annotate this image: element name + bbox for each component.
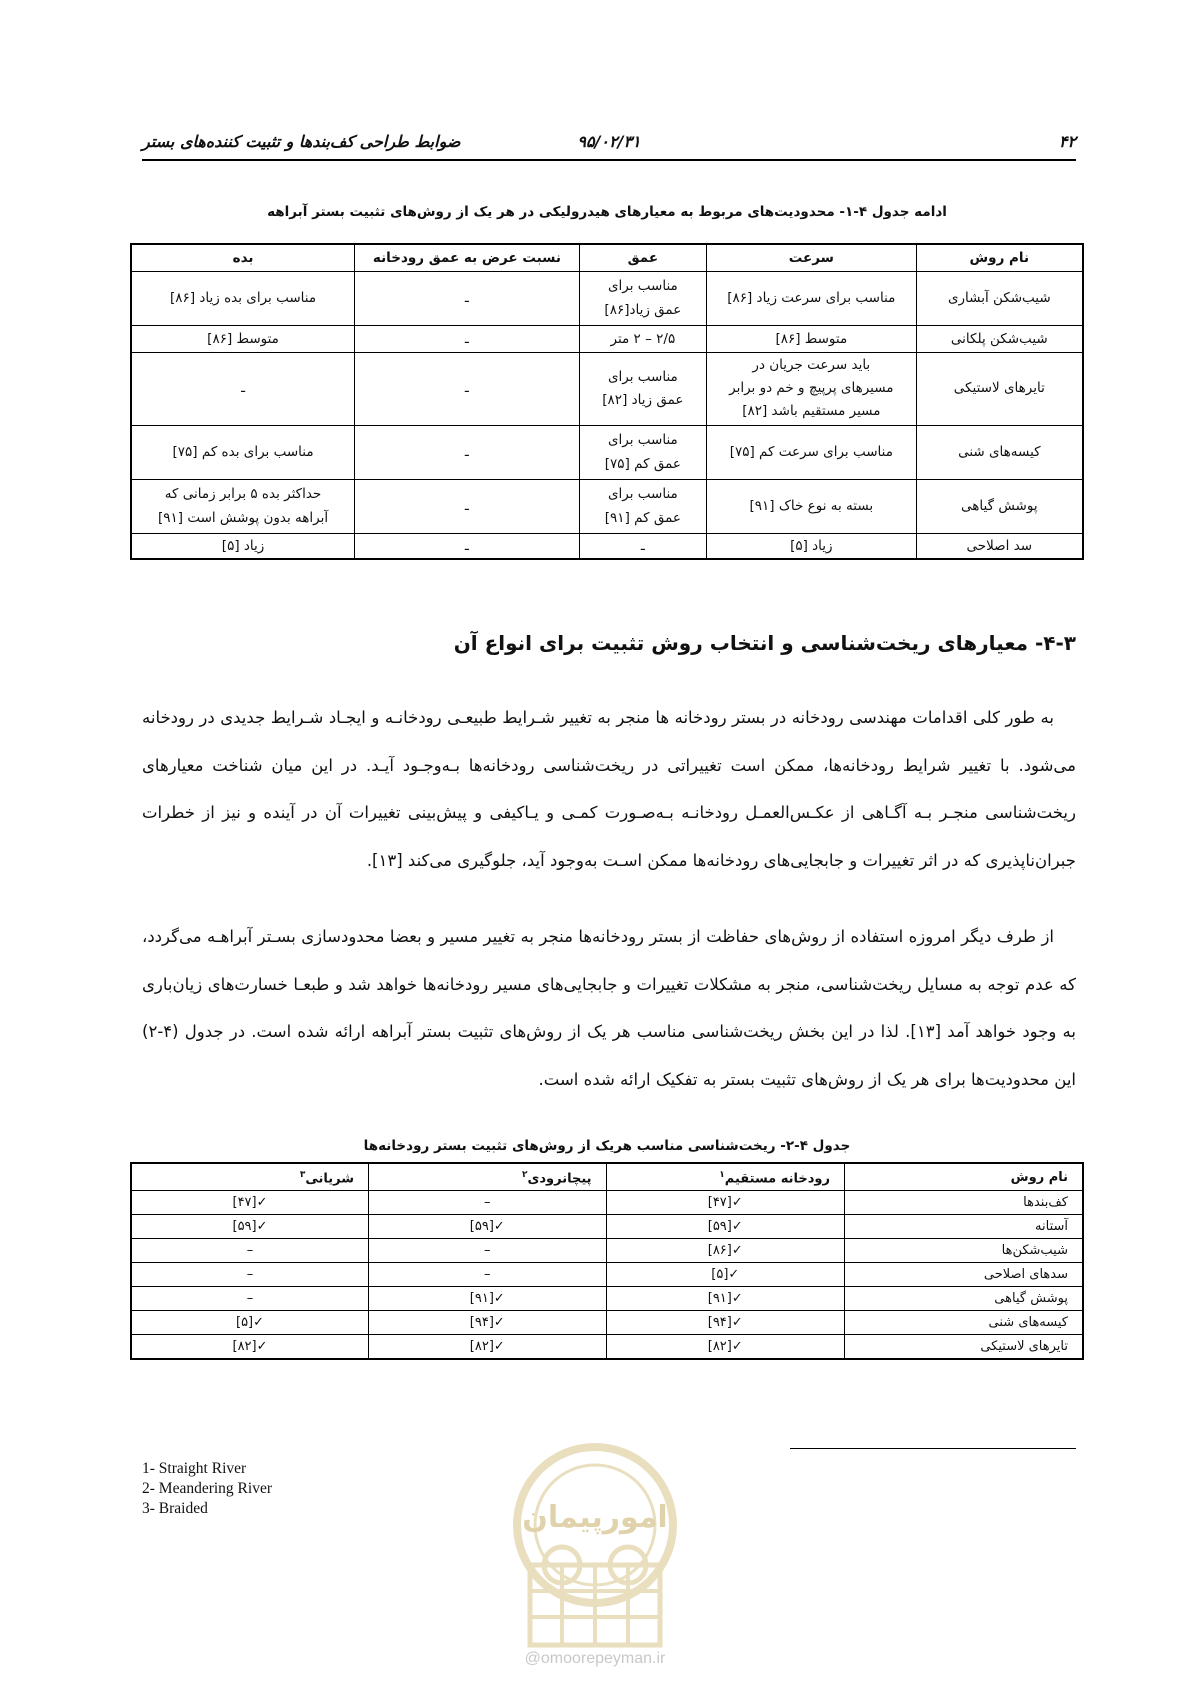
table1-cell-ratio: ـ [355, 271, 580, 325]
table1-cell-velocity: مناسب برای سرعت زیاد [۸۶] [707, 271, 917, 325]
table1-header-cell: سرعت [707, 244, 917, 271]
table1-cell-depth: مناسب برای عمق زیاد [۸۲] [579, 352, 706, 425]
table2-header-cell [131, 1163, 369, 1191]
table2-row [131, 1215, 1083, 1239]
footnote: 1- Straight River [142, 1460, 247, 1477]
table1-cell-ratio: ـ [355, 325, 580, 352]
section-heading: ۴-۳- معیارهای ریخت‌شناسی و انتخاب روش تثبیت برای انواع آن [453, 631, 1076, 655]
header-title: ضوابط طراحی کف‌بندها و تثبیت کننده‌های بستر [142, 132, 461, 151]
table1-cell-ratio: ـ [355, 352, 580, 425]
table2-cell-straight: ✓[۴۷] [606, 1191, 844, 1215]
table1-cell-depth: ۲/۵ – ۲ متر [579, 325, 706, 352]
table1-header-cell: نام روش [916, 244, 1083, 271]
table2-row [131, 1263, 1083, 1287]
table2-cell-braided: ✓[۵] [131, 1311, 369, 1335]
table2-cell-braided: – [131, 1239, 369, 1263]
header-date: ۹۵/۰۲/۳۱ [577, 132, 641, 151]
table2 [130, 1162, 1084, 1360]
table2-cell-meandering: ✓[۹۴] [369, 1311, 607, 1335]
header-rule [142, 159, 1076, 161]
header-label: شریانی [305, 1171, 355, 1187]
footnote-mark: ۲ [521, 1170, 528, 1180]
table1-cell-velocity: زیاد [۵] [707, 533, 917, 559]
table1-cell-discharge: زیاد [۵] [131, 533, 355, 559]
table2-header-row [131, 1163, 1083, 1191]
table1-cell-velocity: مناسب برای سرعت کم [۷۵] [707, 425, 917, 479]
table1-cell-ratio: ـ [355, 479, 580, 533]
table2-cell-braided: ✓[۵۹] [131, 1215, 369, 1239]
table1-cell-method: تایرهای لاستیکی [916, 352, 1083, 425]
table1-cell-discharge: مناسب برای بده کم [۷۵] [131, 425, 355, 479]
table2-cell-straight: ✓[۵] [606, 1263, 844, 1287]
page-number: ۴۲ [1058, 132, 1076, 151]
table2-cell-method: پوشش گیاهی [845, 1287, 1084, 1311]
table2-header-cell [369, 1163, 607, 1191]
table1-caption: ادامه جدول ۴-۱- محدودیت‌های مربوط به معیارهای هیدرولیکی در هر یک از روش‌های تثبیت بستر آبراهه [267, 204, 947, 220]
table1-cell-method: شیب‌شکن آبشاری [916, 271, 1083, 325]
table2-cell-method: آستانه [845, 1215, 1084, 1239]
table1-cell-discharge: متوسط [۸۶] [131, 325, 355, 352]
table2-cell-meandering: – [369, 1263, 607, 1287]
table2-cell-braided: – [131, 1287, 369, 1311]
table1-cell-ratio: ـ [355, 425, 580, 479]
table1-header-row [131, 244, 1083, 271]
table1-cell-method: کیسه‌های شنی [916, 425, 1083, 479]
table2-cell-method: کف‌بندها [845, 1191, 1084, 1215]
watermark-site: @omoorepeyman.ir [524, 1650, 666, 1667]
table2-cell-straight: ✓[۹۴] [606, 1311, 844, 1335]
footnote-mark: ۱ [719, 1170, 725, 1180]
table2-cell-straight: ✓[۸۲] [606, 1335, 844, 1360]
table2-header-cell [606, 1163, 844, 1191]
table2-header-cell [845, 1163, 1084, 1191]
footnote-mark: ۳ [299, 1170, 306, 1180]
table1-body [131, 271, 1083, 559]
table1-cell-discharge: حداکثر بده ۵ برابر زمانی که آبراهه بدون پوشش است [۹۱] [131, 479, 355, 533]
table2-cell-straight: ✓[۹۱] [606, 1287, 844, 1311]
table1-header-cell: بده [131, 244, 355, 271]
table1-cell-discharge: ـ [131, 352, 355, 425]
table1-cell-discharge: مناسب برای بده زیاد [۸۶] [131, 271, 355, 325]
table2-row [131, 1287, 1083, 1311]
table1-row [131, 325, 1083, 352]
table2-row [131, 1335, 1083, 1360]
table2-cell-method: شیب‌شکن‌ها [845, 1239, 1084, 1263]
page-header [142, 128, 1076, 164]
table2-cell-braided: ✓[۴۷] [131, 1191, 369, 1215]
table2-cell-straight: ✓[۵۹] [606, 1215, 844, 1239]
table2-cell-method: سدهای اصلاحی [845, 1263, 1084, 1287]
table2-caption: جدول ۴-۲- ریخت‌شناسی مناسب هریک از روش‌های تثبیت بستر رودخانه‌ها [363, 1138, 851, 1154]
table2-cell-braided: – [131, 1263, 369, 1287]
table1-row [131, 533, 1083, 559]
table2-row [131, 1191, 1083, 1215]
table1-cell-depth: مناسب برای عمق زیاد[۸۶] [579, 271, 706, 325]
paragraph: به طور کلی اقدامات مهندسی رودخانه در بستر رودخانه ها منجر به تغییر شـرایط طبیعـی رودخانـه و ایجـاد شـرایط جدیدی در رودخانه می‌شود. با تغییر شرایط رودخانه‌ها، ممکن است تغییراتی در ریخت‌شناسی رودخانه‌ها بـه‌وجـود آیـد. در این میان شناخت معیارهای ریخت‌شناسی منجـر بـه آگـاهی از عکـس‌العمـل رودخانـه بـه‌صـورت کمـی و یـاکیفی و پیش‌بینی تغییرات آن در آینده و نیز از خطرات جبران‌ناپذیری که در اثر تغییرات و جابجایی‌های رودخانه‌ها ممکن اسـت به‌وجود آید، جلوگیری می‌کند [۱۳]. [142, 708, 1076, 870]
table1-cell-depth: مناسب برای عمق کم [۷۵] [579, 425, 706, 479]
table1-cell-velocity: بسته به نوع خاک [۹۱] [707, 479, 917, 533]
table2-cell-meandering: ✓[۵۹] [369, 1215, 607, 1239]
header-label: رودخانه مستقیم [724, 1171, 830, 1187]
footnote: 2- Meandering River [142, 1480, 272, 1497]
table1-cell-depth: ـ [579, 533, 706, 559]
watermark-logo [470, 1415, 720, 1665]
table1-cell-method: پوشش گیاهی [916, 479, 1083, 533]
footnote: 3- Braided [142, 1500, 208, 1517]
logo-text: امورپیمان [522, 1500, 668, 1535]
table1-cell-depth: مناسب برای عمق کم [۹۱] [579, 479, 706, 533]
table1-cell-method: شیب‌شکن پلکانی [916, 325, 1083, 352]
table2-row [131, 1311, 1083, 1335]
table2-cell-method: تایرهای لاستیکی [845, 1335, 1084, 1360]
table1-cell-ratio: ـ [355, 533, 580, 559]
table2-cell-meandering: ✓[۸۲] [369, 1335, 607, 1360]
table2-cell-meandering: ✓[۹۱] [369, 1287, 607, 1311]
header-label: نام روش [1010, 1169, 1068, 1185]
table1-row [131, 271, 1083, 325]
table1-header-cell: نسبت عرض به عمق رودخانه [355, 244, 580, 271]
table1-header-cell: عمق [579, 244, 706, 271]
table2-cell-meandering: – [369, 1191, 607, 1215]
table1-row [131, 425, 1083, 479]
table2-cell-braided: ✓[۸۲] [131, 1335, 369, 1360]
footnotes [142, 1459, 272, 1519]
table2-cell-meandering: – [369, 1239, 607, 1263]
table2-cell-method: کیسه‌های شنی [845, 1311, 1084, 1335]
table1-cell-method: سد اصلاحی [916, 533, 1083, 559]
header-label: پیچانرودی [527, 1171, 592, 1187]
footnote-rule [790, 1448, 1076, 1449]
table1 [130, 243, 1084, 560]
table1-row [131, 479, 1083, 533]
table2-cell-straight: ✓[۸۶] [606, 1239, 844, 1263]
table2-body [131, 1191, 1083, 1360]
table1-cell-velocity: باید سرعت جریان در مسیرهای پرپیچ و خم دو برابر مسیر مستقیم باشد [۸۲] [707, 352, 917, 425]
table1-row [131, 352, 1083, 425]
table1-cell-velocity: متوسط [۸۶] [707, 325, 917, 352]
table2-row [131, 1239, 1083, 1263]
paragraph: از طرف دیگر امروزه استفاده از روش‌های حفاظت از بستر رودخانه‌ها منجر به تغییر مسیر و بعضا محدودسازی بسـتر آبراهـه می‌گردد، که عدم توجه به مسایل ریخت‌شناسی، منجر به مشکلات تغییرات و جابجایی‌های مسیر رودخانه‌ها خواهد شد و طبعـا خسارت‌های زیان‌باری به وجود خواهد آمد [۱۳]. لذا در این بخش ریخت‌شناسی مناسب هر یک از روش‌های تثبیت بستر آبراهه ارائه شده است. در جدول (۴-۲) این محدودیت‌ها برای هر یک از روش‌های تثبیت بستر به تفکیک ارائه شده است. [142, 927, 1076, 1089]
